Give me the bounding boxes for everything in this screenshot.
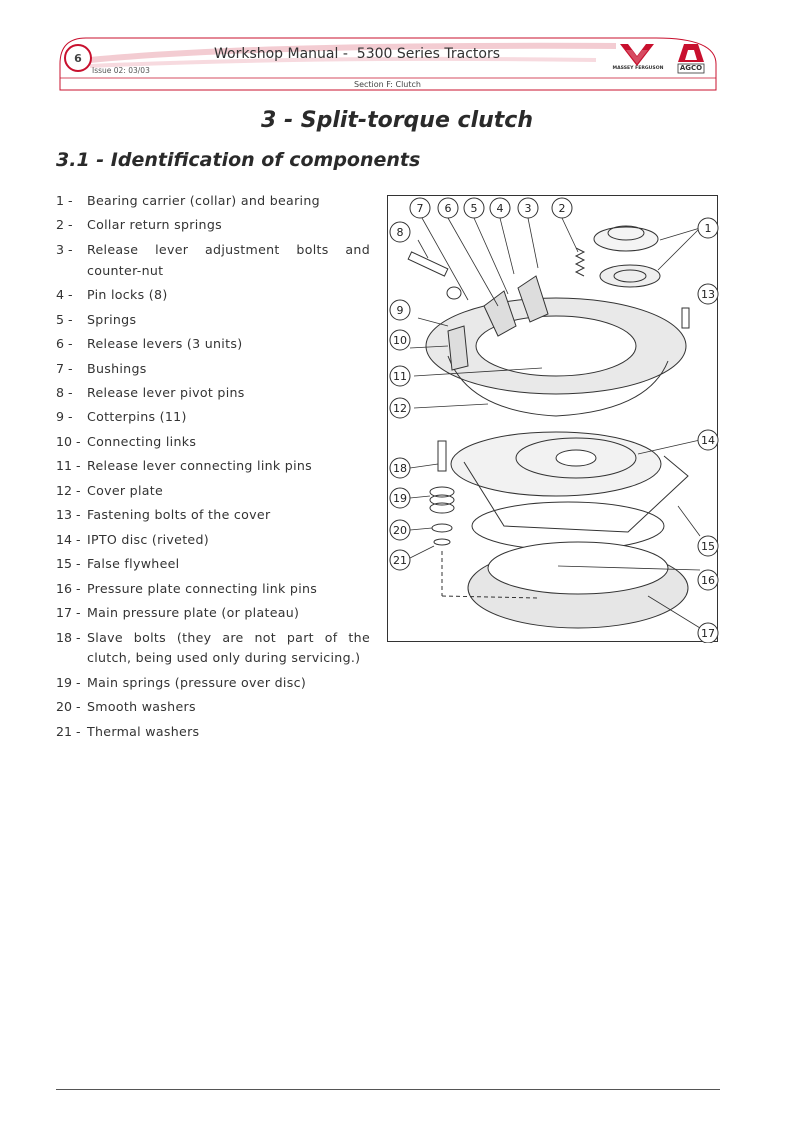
issue-date: Issue 02: 03/03 (92, 66, 150, 75)
callout-5: 5 (470, 202, 478, 215)
callout-12: 12 (393, 402, 407, 415)
manual-title: Workshop Manual - 5300 Series Tractors (214, 46, 501, 62)
callout-11: 11 (393, 370, 407, 383)
agco-logo (674, 40, 708, 74)
page-number-badge: 6 (64, 44, 92, 72)
list-item: 3 - Release lever adjustment bolts and counter-nut (56, 241, 370, 278)
mf-brand-text: MASSEY FERGUSON (612, 66, 664, 71)
callout-4: 4 (496, 202, 504, 215)
list-item: 20 - Smooth washers (56, 699, 196, 715)
list-item: 10 - Connecting links (56, 433, 197, 449)
section-subheading: 3.1 - Identification of components (56, 149, 421, 171)
list-item: 11 - Release lever connecting link pins (56, 458, 313, 474)
list-item: 4 - Pin locks (8) (56, 287, 168, 303)
list-item: 15 - False flywheel (56, 556, 180, 572)
parts-list (56, 191, 370, 746)
footer-divider (56, 1089, 720, 1090)
callout-7: 7 (416, 202, 424, 215)
callout-2: 2 (558, 202, 566, 215)
callout-20: 20 (393, 524, 407, 537)
callout-10: 10 (393, 334, 407, 347)
callout-17: 17 (701, 627, 715, 640)
clutch-exploded-diagram (387, 195, 718, 642)
clutch-exploded-drawing (388, 196, 719, 643)
page-title: 3 - Split-torque clutch (260, 108, 533, 133)
list-item: 1 - Bearing carrier (collar) and bearing (56, 193, 320, 208)
list-item: 18 - Slave bolts (they are not part of the clutch, being used only during servicing.) (56, 629, 370, 666)
callout-6: 6 (444, 202, 452, 215)
callout-18: 18 (393, 462, 407, 475)
callout-8: 8 (396, 226, 404, 239)
agco-brand-text: AGCO (679, 64, 703, 72)
callout-3: 3 (524, 202, 532, 215)
list-item: 7 - Bushings (56, 360, 147, 376)
page-header (56, 34, 720, 92)
list-item: 13 - Fastening bolts of the cover (56, 507, 271, 523)
list-item: 6 - Release levers (3 units) (56, 336, 243, 352)
callout-14: 14 (701, 434, 715, 447)
callout-16: 16 (701, 574, 715, 587)
list-item: 5 - Springs (56, 311, 137, 327)
callout-19: 19 (393, 492, 407, 505)
callout-9: 9 (396, 304, 404, 317)
list-item: 8 - Release lever pivot pins (56, 384, 245, 400)
section-label: Section F: Clutch (354, 80, 421, 89)
list-item: 16 - Pressure plate connecting link pins (56, 580, 318, 596)
list-item: 17 - Main pressure plate (or plateau) (56, 605, 300, 621)
massey-ferguson-logo (612, 40, 662, 74)
list-item: 12 - Cover plate (56, 482, 164, 498)
list-item: 9 - Cotterpins (11) (56, 409, 187, 425)
callout-21: 21 (393, 554, 407, 567)
list-item: 21 - Thermal washers (56, 723, 200, 739)
list-item: 14 - IPTO disc (riveted) (56, 531, 209, 547)
list-item: 2 - Collar return springs (56, 217, 222, 233)
list-item: 19 - Main springs (pressure over disc) (56, 674, 307, 690)
callout-13: 13 (701, 288, 715, 301)
callout-15: 15 (701, 540, 715, 553)
callout-1: 1 (704, 222, 712, 235)
